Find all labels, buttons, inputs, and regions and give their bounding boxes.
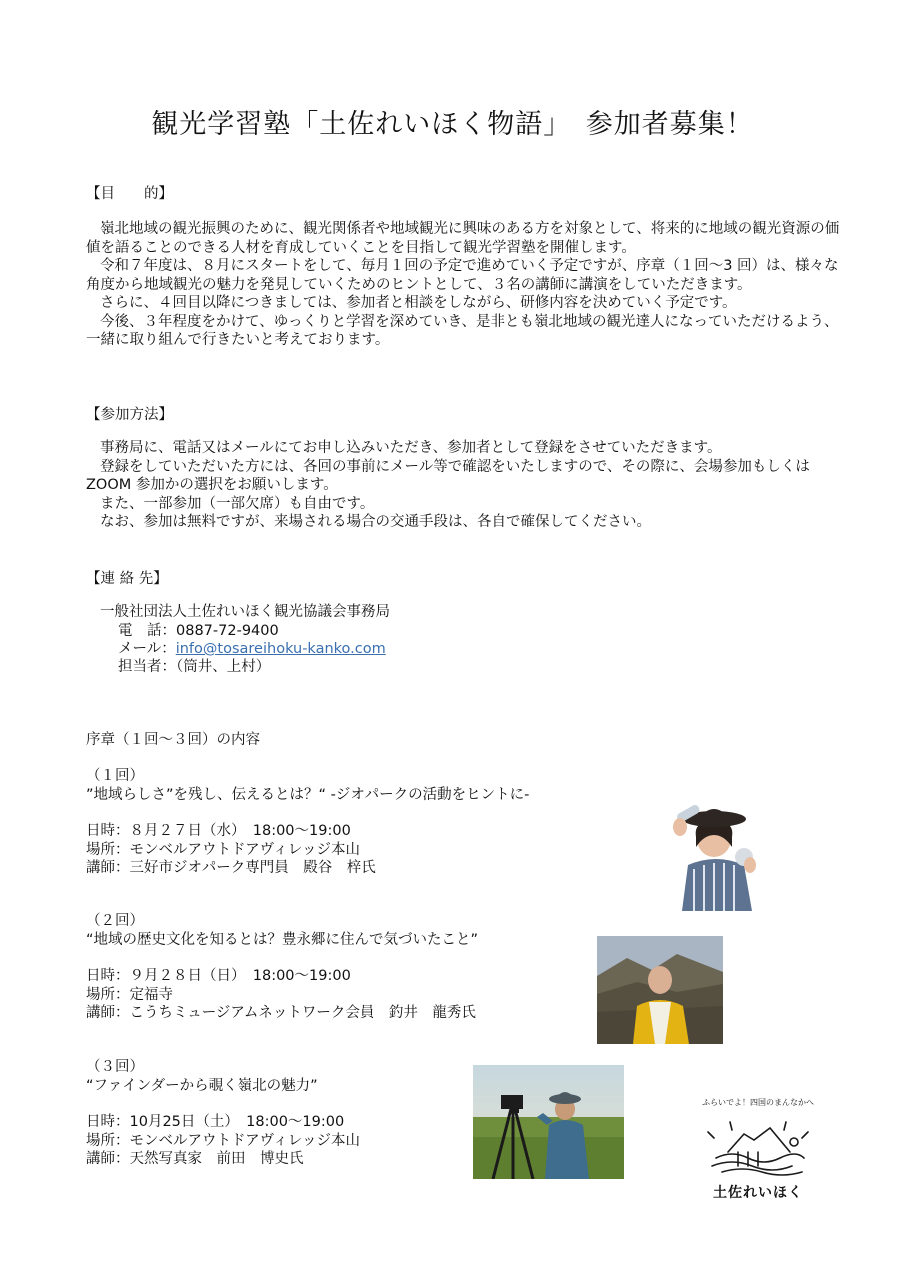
session-place: 場所：モンベルアウトドアヴィレッジ本山 (86, 841, 361, 858)
tosa-reihoku-logo (692, 1097, 824, 1201)
session-number: （２回） (86, 913, 144, 929)
session-number: （１回） (86, 768, 144, 784)
session-date: 日時：10月25日（土） 18:00～19:00 (86, 1114, 345, 1130)
logo-illustration-icon (692, 1108, 824, 1178)
session-3 (86, 1058, 360, 1169)
purpose-paragraph: 今後、３年程度をかけて、ゆっくりと学習を深めていき、是非とも嶺北地域の観光達人になっていただけるよう、一緒に取り組んで行きたいと考えております。 (86, 313, 839, 348)
purpose-paragraph: 令和７年度は、８月にスタートをして、毎月１回の予定で進めていく予定ですが、序章（１回～3 回）は、様々な角度から地域観光の魅力を発見していくためのヒントとして、３名の講師に講演をしていただきます。 (86, 258, 839, 293)
lecturer-2-photo (597, 936, 723, 1044)
contact-mail-link[interactable]: info@tosareihoku-kanko.com (175, 641, 386, 657)
session-title: ”地域らしさ”を残し、伝えるとは？“ -ジオパークの活動をヒントに- (86, 786, 530, 803)
method-paragraph: 事務局に、電話又はメールにてお申し込みいただき、参加者として登録をさせていただきます。 (100, 440, 722, 456)
contact-person-label: 担当者： (118, 659, 176, 675)
session-date: 日時：８月２７日（水） 18:00～19:00 (86, 823, 351, 839)
logo-tagline: ふらいでよ！四国のまんなかへ (702, 1098, 814, 1107)
method-body (86, 439, 846, 532)
prologue-heading: 序章（１回～３回）の内容 (86, 732, 260, 748)
lecturer-3-photo (473, 1065, 624, 1179)
session-date: 日時：９月２８日（日） 18:00～19:00 (86, 968, 351, 984)
contact-phone-label: 電 話： (118, 623, 176, 639)
contact-org: 一般社団法人土佐れいほく観光協議会事務局 (100, 604, 390, 620)
lecturer-1-photo (664, 795, 768, 911)
purpose-body (86, 220, 846, 350)
logo-name: 土佐れいほく (713, 1185, 803, 1201)
session-place: 場所：モンベルアウトドアヴィレッジ本山 (86, 1132, 361, 1149)
contact-phone: 0887-72-9400 (176, 623, 279, 639)
session-lecturer: 講師：三好市ジオパーク専門員 殿谷 梓氏 (86, 860, 376, 876)
contact-person: （筒井、上村） (176, 659, 271, 675)
session-lecturer: 講師：天然写真家 前田 博史氏 (86, 1151, 304, 1167)
page-title: 観光学習塾「土佐れいほく物語」 参加者募集！ (151, 109, 754, 140)
contact-person-row (118, 658, 270, 677)
purpose-paragraph: さらに、４回目以降につきましては、参加者と相談をしながら、研修内容を決めていく予定です。 (100, 295, 737, 311)
session-place: 場所：定福寺 (86, 986, 173, 1003)
purpose-heading: 【目 的】 (86, 186, 173, 202)
session-1 (86, 767, 529, 878)
contact-phone-row (118, 622, 279, 641)
method-heading: 【参加方法】 (86, 407, 173, 423)
session-2 (86, 912, 478, 1023)
session-number: （３回） (86, 1059, 144, 1075)
purpose-paragraph: 嶺北地域の観光振興のために、観光関係者や地域観光に興味のある方を対象として、将来的に地域の観光資源の価値を語ることのできる人材を育成していくことを目指して観光学習塾を開催します。 (86, 221, 840, 256)
session-title: “ファインダーから覗く嶺北の魅力” (86, 1077, 318, 1094)
contact-mail-label: メール： (118, 641, 176, 657)
session-lecturer: 講師：こうちミュージアムネットワーク会員 釣井 龍秀氏 (86, 1005, 476, 1021)
session-title: “地域の歴史文化を知るとは？豊永郷に住んで気づいたこと” (86, 931, 479, 948)
contact-heading: 【連 絡 先】 (86, 571, 168, 587)
method-paragraph: また、一部参加（一部欠席）も自由です。 (100, 495, 375, 512)
contact-mail-row (118, 640, 386, 659)
method-paragraph: なお、参加は無料ですが、来場される場合の交通手段は、各自で確保してください。 (100, 514, 651, 530)
method-paragraph: 登録をしていただいた方には、各回の事前にメール等で確認をいたしますので、その際に、会場参加もしくは ZOOM 参加かの選択をお願いします。 (86, 458, 810, 493)
